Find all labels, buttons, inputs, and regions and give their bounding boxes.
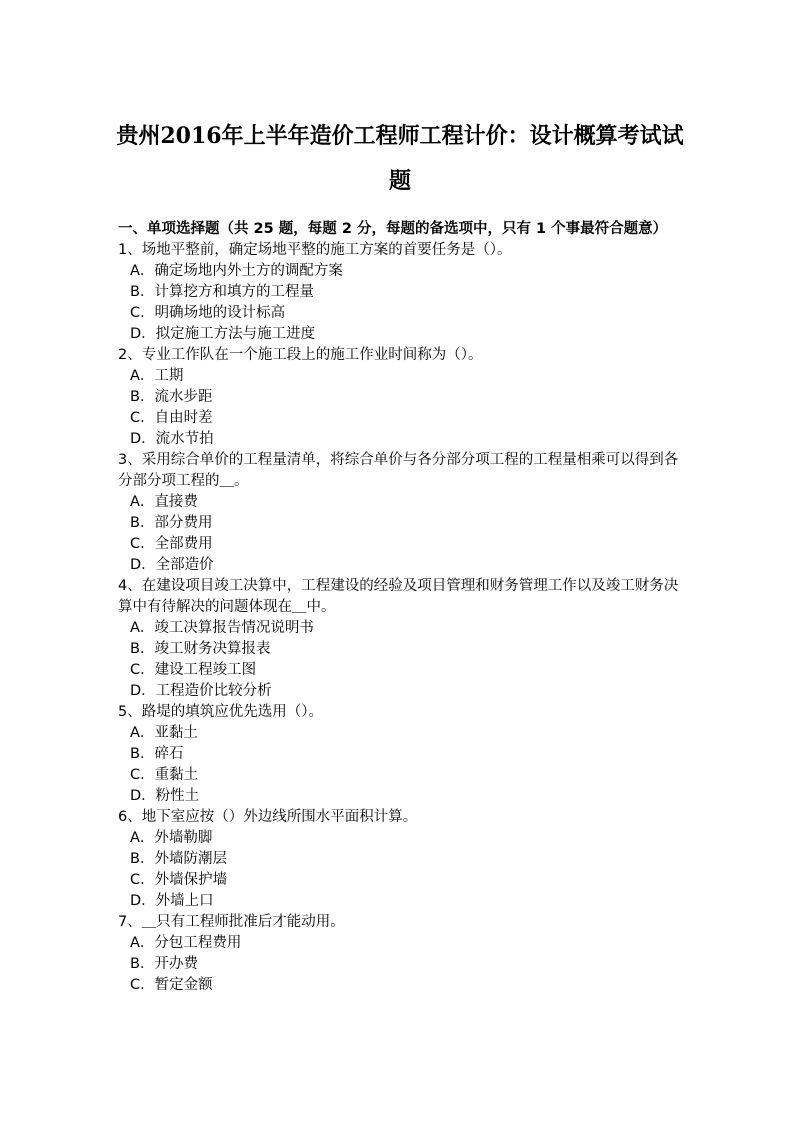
title-line-2: 题 (388, 168, 411, 194)
question-3 (118, 450, 688, 576)
question-6 (118, 807, 688, 912)
option-d: D．工程造价比较分析 (130, 683, 272, 699)
option-c: C．外墙保护墙 (130, 872, 228, 888)
option-b: B．计算挖方和填方的工程量 (130, 284, 314, 300)
question-2 (118, 345, 688, 450)
question-1 (118, 240, 688, 345)
document-title (100, 114, 700, 204)
question-stem: 1、场地平整前，确定场地平整的施工方案的首要任务是（）。 (118, 242, 512, 258)
option-a: A．外墙勒脚 (130, 830, 213, 846)
question-stem: 4、在建设项目竣工决算中，工程建设的经验及项目管理和财务管理工作以及竣工财务决算中有待解决的问题体现在＿中。 (118, 578, 679, 615)
option-c: C．暂定金额 (130, 977, 213, 993)
question-5 (118, 702, 688, 807)
option-a: A．分包工程费用 (130, 935, 242, 951)
option-c: C．明确场地的设计标高 (130, 305, 286, 321)
title-line-1: 贵州2016年上半年造价工程师工程计价：设计概算考试试 (116, 123, 684, 149)
document-body (118, 219, 688, 996)
option-a: A．竣工决算报告情况说明书 (130, 620, 314, 636)
option-a: A．亚黏土 (130, 725, 198, 741)
option-a: A．确定场地内外土方的调配方案 (130, 263, 343, 279)
question-stem: 3、采用综合单价的工程量清单，将综合单价与各分部分项工程的工程量相乘可以得到各分部分项工程的＿。 (118, 452, 679, 489)
option-c: C．建设工程竣工图 (130, 662, 257, 678)
option-b: B．开办费 (130, 956, 198, 972)
question-stem: 2、专业工作队在一个施工段上的施工作业时间称为（）。 (118, 347, 483, 363)
option-d: D．全部造价 (130, 557, 214, 573)
question-stem: 7、＿只有工程师批准后才能动用。 (118, 914, 345, 930)
option-c: C．自由时差 (130, 410, 213, 426)
question-stem: 5、路堤的填筑应优先选用（）。 (118, 704, 323, 720)
option-c: C．重黏土 (130, 767, 199, 783)
option-b: B．碎石 (130, 746, 184, 762)
option-d: D．外墙上口 (130, 893, 214, 909)
option-b: B．外墙防潮层 (130, 851, 227, 867)
option-a: A．工期 (130, 368, 184, 384)
question-stem: 6、地下室应按（）外边线所围水平面积计算。 (118, 809, 418, 825)
question-4 (118, 576, 688, 702)
section-header: 一、单项选择题（共 25 题，每题 2 分，每题的备选项中，只有 1 个事最符合题意） (118, 221, 668, 237)
question-7 (118, 912, 688, 996)
option-d: D．粉性土 (130, 788, 200, 804)
option-a: A．直接费 (130, 494, 198, 510)
option-d: D．拟定施工方法与施工进度 (130, 326, 316, 342)
option-c: C．全部费用 (130, 536, 213, 552)
option-d: D．流水节拍 (130, 431, 214, 447)
option-b: B．竣工财务决算报表 (130, 641, 271, 657)
option-b: B．部分费用 (130, 515, 213, 531)
option-b: B．流水步距 (130, 389, 213, 405)
